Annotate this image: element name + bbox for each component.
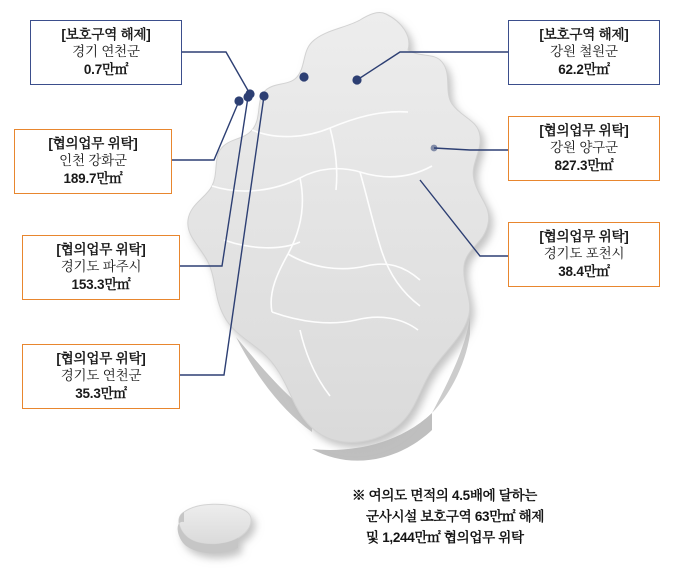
callout-area: 38.4만㎡	[558, 263, 610, 279]
jeju-island	[178, 504, 251, 553]
footnote-line-3: 및 1,244만㎡ 협의업무 위탁	[366, 529, 524, 545]
marker-ganghwa	[234, 96, 243, 105]
callout-yeoncheon-release[interactable]	[30, 20, 182, 85]
callout-area: 189.7만㎡	[63, 170, 123, 186]
callout-region: 인천 강화군	[59, 153, 127, 169]
callout-category: [협의업무 위탁]	[539, 123, 629, 138]
callout-category: [협의업무 위탁]	[539, 229, 629, 244]
marker-cheorwon	[299, 72, 308, 81]
callout-region: 경기도 연천군	[60, 368, 142, 384]
callout-region: 경기도 파주시	[60, 259, 142, 275]
callout-pocheon-consign[interactable]	[508, 222, 660, 287]
callout-category: [보호구역 해제]	[539, 27, 629, 42]
callout-area: 35.3만㎡	[75, 385, 127, 401]
callout-yeoncheon-consign[interactable]	[22, 344, 180, 409]
callout-area: 62.2만㎡	[558, 61, 610, 77]
callout-yanggu-consign[interactable]	[508, 116, 660, 181]
callout-cheorwon-release[interactable]	[508, 20, 660, 85]
footnote-line-1: ※ 여의도 면적의 4.5배에 달하는	[352, 488, 538, 503]
callout-region: 경기도 포천시	[543, 246, 625, 262]
callout-category: [협의업무 위탁]	[56, 242, 146, 257]
marker-yeoncheon-consign	[259, 91, 268, 100]
callout-region: 강원 양구군	[550, 140, 618, 156]
callout-ganghwa-consign[interactable]	[14, 129, 172, 194]
korea-landmass	[188, 13, 489, 443]
marker-yanggu	[431, 145, 438, 152]
callout-area: 827.3만㎡	[554, 157, 614, 173]
marker-paju	[243, 92, 252, 101]
callout-region: 강원 철원군	[550, 44, 618, 60]
summary-footnote	[352, 486, 652, 549]
callout-category: [협의업무 위탁]	[48, 136, 138, 151]
callout-area: 0.7만㎡	[83, 61, 129, 77]
callout-paju-consign[interactable]	[22, 235, 180, 300]
callout-region: 경기 연천군	[72, 44, 140, 60]
callout-category: [보호구역 해제]	[61, 27, 151, 42]
callout-category: [협의업무 위탁]	[56, 351, 146, 366]
marker-cheorwon-2	[352, 75, 361, 84]
footnote-line-2: 군사시설 보호구역 63만㎡ 해제	[366, 508, 545, 524]
callout-area: 153.3만㎡	[71, 276, 131, 292]
